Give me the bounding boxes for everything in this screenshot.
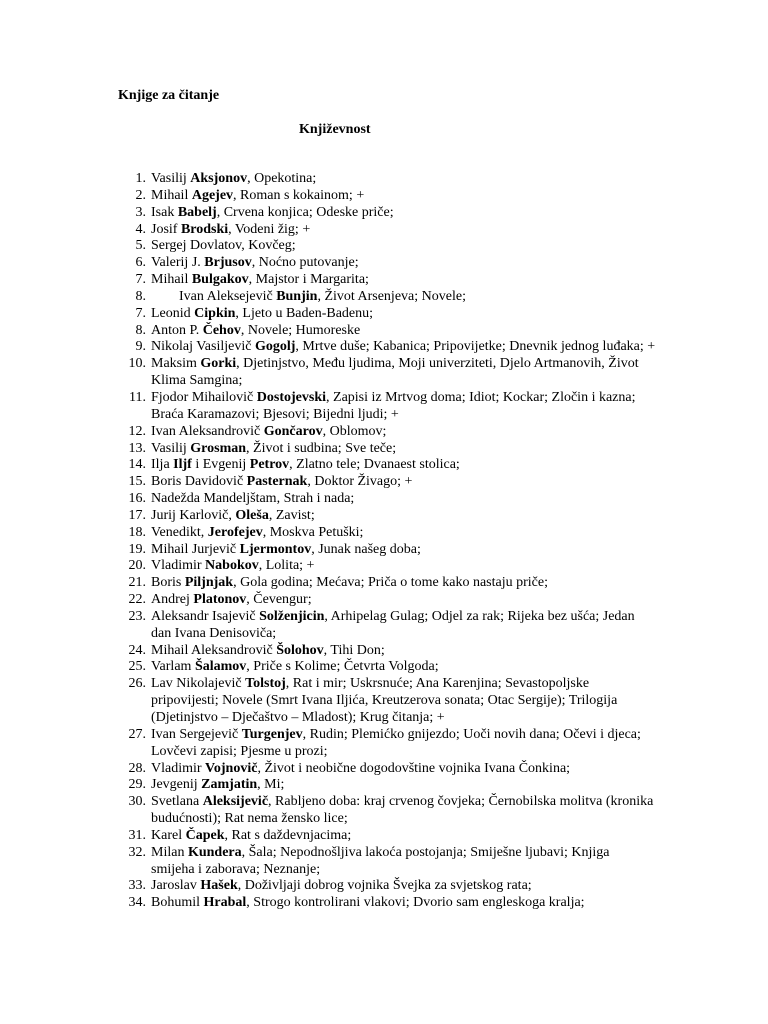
list-item (116, 727, 656, 761)
list-item (116, 339, 656, 356)
author-surname: Hrabal (203, 895, 247, 911)
author-surname: Ljermontov (239, 541, 312, 557)
list-item (116, 238, 656, 255)
author-first-name: Josif (151, 221, 181, 237)
book-titles: , Zapisi iz Mrtvog doma; Idiot; Kockar; Zločin i kazna; Braća Karamazovi; Bjesovi; Bijedni ljudi; + (151, 389, 636, 422)
list-item-text (151, 188, 656, 205)
list-item (116, 222, 656, 239)
book-titles: , Život Arsenjeva; Novele; (317, 288, 466, 304)
list-item-text (151, 390, 656, 424)
list-item (116, 592, 656, 609)
book-list (116, 171, 656, 912)
list-item (116, 845, 656, 879)
book-titles: , Doktor Živago; + (307, 474, 413, 490)
list-item-number: 11. (129, 389, 146, 405)
author-surname: Čapek (185, 827, 225, 843)
book-titles: , Crvena konjica; Odeske priče; (216, 204, 394, 220)
list-item-number: 34. (128, 895, 146, 911)
book-titles: i Evgenij (191, 457, 250, 473)
list-item-text (151, 205, 656, 222)
list-item-number: 25. (128, 659, 146, 675)
author-surname: Grosman (190, 440, 247, 456)
author-surname: Zamjatin (201, 777, 258, 793)
author-first-name: Bohumil (151, 895, 204, 911)
book-titles: , Novele; Humoreske (240, 322, 361, 338)
author-surname: Cipkin (194, 305, 236, 321)
author-surname: Piljnjak (184, 575, 234, 591)
document-title: Knjige za čitanje (118, 88, 220, 103)
author-surname: Agejev (191, 187, 234, 203)
list-item-number: 3. (135, 204, 146, 220)
list-item (116, 575, 656, 592)
book-titles: , Mrtve duše; Kabanica; Pripovijetke; Dnevnik jednog luđaka; + (295, 339, 656, 355)
list-item (116, 828, 656, 845)
book-titles: , Rat s daždevnjacima; (224, 827, 352, 843)
list-item-number: 20. (128, 558, 146, 574)
list-item-number: 9. (135, 339, 146, 355)
list-item (116, 609, 656, 643)
list-item-number: 21. (128, 575, 146, 591)
book-titles: , Šala; Nepodnošljiva lakoća postojanja; Smiješne ljubavi; Knjiga smijeha i zaborava; Neznanje; (151, 844, 610, 877)
list-item-text (151, 895, 656, 912)
book-titles: , Zavist; (268, 507, 315, 523)
author-surname: Pasternak (246, 474, 308, 490)
author-surname: Dostojevski (256, 389, 327, 405)
list-item (116, 205, 656, 222)
list-item-text (151, 457, 656, 474)
list-item-number: 4. (135, 221, 146, 237)
book-titles: , Život i sudbina; Sve teče; (246, 440, 397, 456)
list-item-text (151, 272, 656, 289)
author-first-name: Varlam (151, 659, 195, 675)
book-titles: , Noćno putovanje; (251, 255, 359, 271)
author-first-name: Mihail Aleksandrovič (151, 642, 277, 658)
book-titles: , Mi; (257, 777, 285, 793)
list-item-text (151, 356, 656, 390)
list-item-number: 33. (128, 878, 146, 894)
author-surname: Gorki (200, 356, 237, 372)
list-item-number: 12. (128, 423, 146, 439)
author-surname: Bunjin (276, 288, 318, 304)
author-first-name: Mihail (151, 187, 192, 203)
book-titles: , Gola godina; Mećava; Priča o tome kako nastaju priče; (233, 575, 548, 591)
author-surname: Čehov (202, 322, 241, 338)
list-item-number: 19. (128, 541, 146, 557)
author-first-name: Nadežda Mandeljštam, Strah i nada; (151, 491, 355, 507)
author-surname: Šalamov (194, 659, 247, 675)
list-item-text (151, 676, 656, 727)
author-first-name: Nikolaj Vasiljevič (151, 339, 255, 355)
list-item-number: 14. (128, 457, 146, 473)
author-first-name: Ivan Sergejevič (151, 726, 242, 742)
author-first-name: Mihail (151, 272, 192, 288)
list-item (116, 659, 656, 676)
author-first-name: Vasilij (151, 440, 191, 456)
list-item-text (151, 575, 656, 592)
list-item-number: 17. (128, 507, 146, 523)
list-item-text (151, 424, 656, 441)
author-first-name: Isak (151, 204, 178, 220)
book-titles: , Vodeni žig; + (228, 221, 311, 237)
author-first-name: Svetlana (151, 794, 203, 810)
author-surname: Kundera (187, 844, 242, 860)
list-item (116, 491, 656, 508)
author-first-name: Jaroslav (151, 878, 201, 894)
list-item-text (151, 255, 656, 272)
list-item (116, 255, 656, 272)
list-item-number: 6. (135, 255, 146, 271)
book-titles: , Strogo kontrolirani vlakovi; Dvorio sam engleskoga kralja; (246, 895, 585, 911)
list-item (116, 542, 656, 559)
list-item-text (151, 306, 656, 323)
list-item (116, 895, 656, 912)
list-item-number: 8. (135, 322, 146, 338)
list-item (116, 171, 656, 188)
list-item (116, 289, 656, 306)
book-titles: , Lolita; + (258, 558, 315, 574)
list-item-text (151, 845, 656, 879)
book-titles: , Rabljeno doba: kraj crvenog čovjeka; Černobilska molitva (kronika budućnosti); Rat nema žensko lice; (151, 794, 654, 827)
list-item (116, 525, 656, 542)
list-item (116, 777, 656, 794)
list-item-number: 15. (128, 474, 146, 490)
list-item-number: 27. (128, 726, 146, 742)
list-item-text (151, 592, 656, 609)
list-item-text (151, 171, 656, 188)
list-item-text (151, 525, 656, 542)
list-item-number: 13. (128, 440, 146, 456)
author-first-name: Anton P. (151, 322, 203, 338)
author-surname: Aleksijevič (202, 794, 269, 810)
book-titles: , Majstor i Margarita; (248, 272, 369, 288)
list-item-number: 32. (128, 844, 146, 860)
author-first-name: Boris Davidovič (151, 474, 247, 490)
list-item-number: 18. (128, 524, 146, 540)
list-item-number: 26. (128, 676, 146, 692)
author-surname: Tolstoj (245, 676, 286, 692)
book-titles: , Oblomov; (322, 423, 387, 439)
list-item (116, 356, 656, 390)
book-titles: , Junak našeg doba; (311, 541, 421, 557)
list-item-text (151, 323, 656, 340)
list-item-text (151, 828, 656, 845)
list-item (116, 188, 656, 205)
book-titles: , Ljeto u Baden-Badenu; (235, 305, 374, 321)
list-item-number: 8. (135, 288, 146, 304)
list-item-number: 30. (128, 794, 146, 810)
list-item-text (151, 222, 656, 239)
book-titles: , Priče s Kolime; Četvrta Volgoda; (246, 659, 439, 675)
author-surname: Hašek (200, 878, 238, 894)
book-titles: , Zlatno tele; Dvanaest stolica; (289, 457, 460, 473)
list-item-text (151, 878, 656, 895)
list-item-text (151, 491, 656, 508)
author-surname: Platonov (193, 592, 247, 608)
list-item-number: 2. (135, 187, 146, 203)
author-first-name: Ivan Aleksandrovič (151, 423, 264, 439)
book-titles: , Rat i mir; Uskrsnuće; Ana Karenjina; Sevastopoljske pripovijesti; Novele (Smrt Ivana Iljića, Kreutzerova sonata; Otac Sergije); Trilogija (Djetinjstvo – Dječaštvo – Mladost); Krug čitanja; + (151, 676, 618, 725)
list-item-number: 24. (128, 642, 146, 658)
list-item (116, 794, 656, 828)
list-item (116, 558, 656, 575)
author-first-name: Vasilij (151, 171, 191, 186)
author-surname: Vojnovič (205, 760, 258, 776)
list-item-number: 1. (135, 171, 146, 186)
author-first-name: Valerij J. (151, 255, 205, 271)
list-item-text (151, 659, 656, 676)
author-surname: Šolohov (276, 642, 324, 658)
list-item-number: 22. (128, 592, 146, 608)
list-item (116, 323, 656, 340)
author-first-name: Andrej (151, 592, 194, 608)
list-item (116, 306, 656, 323)
list-item-number: 28. (128, 760, 146, 776)
book-titles: , Moskva Petuški; (262, 524, 364, 540)
author-first-name: Sergej Dovlatov, Kovčeg; (151, 238, 296, 254)
book-titles: , Roman s kokainom; + (233, 187, 365, 203)
author-surname: Jerofejev (207, 524, 263, 540)
author-surname: Brjusov (204, 255, 252, 271)
author-first-name: Mihail Jurjevič (151, 541, 240, 557)
author-first-name: Ivan Aleksejevič (179, 288, 277, 304)
author-first-name: Jevgenij (151, 777, 202, 793)
author-surname: Iljf (173, 457, 192, 473)
list-item-text (151, 643, 656, 660)
author-first-name: Jurij Karlovič, (151, 507, 236, 523)
book-titles: , Djetinjstvo, Među ljudima, Moji univerziteti, Djelo Artmanovih, Život Klima Samgina; (151, 356, 639, 389)
book-titles: , Arhipelag Gulag; Odjel za rak; Rijeka bez ušća; Jedan dan Ivana Denisoviča; (151, 608, 635, 641)
list-item-text (151, 238, 656, 255)
author-surname: Gončarov (263, 423, 323, 439)
list-item-text (151, 761, 656, 778)
author-first-name: Karel (151, 827, 186, 843)
list-item (116, 643, 656, 660)
author-first-name: Milan (151, 844, 188, 860)
list-item-number: 10. (128, 356, 146, 372)
book-titles: , Doživljaji dobrog vojnika Švejka za svjetskog rata; (237, 878, 532, 894)
list-item (116, 272, 656, 289)
list-item-text (151, 441, 656, 458)
list-item (116, 508, 656, 525)
author-surname: Petrov (249, 457, 290, 473)
author-first-name: Boris (151, 575, 185, 591)
section-heading: Književnost (299, 122, 371, 137)
author-surname: Nabokov (205, 558, 259, 574)
list-item-number: 7. (135, 305, 146, 321)
author-first-name: Venedikt, (151, 524, 208, 540)
author-first-name: Fjodor Mihailovič (151, 389, 257, 405)
book-titles: , Opekotina; (247, 171, 317, 186)
author-surname: Gogolj (254, 339, 296, 355)
list-item-text (151, 777, 656, 794)
list-item-text (151, 542, 656, 559)
author-surname: Aksjonov (190, 171, 248, 186)
author-surname: Solženjicin (259, 608, 325, 624)
list-item (116, 390, 656, 424)
list-item-number: 16. (128, 491, 146, 507)
list-item-number: 31. (128, 827, 146, 843)
list-item-text (151, 794, 656, 828)
book-titles: , Tihi Don; (323, 642, 385, 658)
list-item-text (151, 339, 656, 356)
book-titles: , Rudin; Plemićko gnijezdo; Uoči novih dana; Očevi i djeca; Lovčevi zapisi; Pjesme u prozi; (151, 726, 641, 759)
list-item-number: 23. (128, 608, 146, 624)
list-item (116, 441, 656, 458)
list-item (116, 676, 656, 727)
author-first-name: Leonid (151, 305, 195, 321)
list-item-text (151, 508, 656, 525)
list-item (116, 424, 656, 441)
author-surname: Bulgakov (191, 272, 249, 288)
list-item (116, 878, 656, 895)
book-titles: , Čevengur; (246, 592, 312, 608)
author-first-name: Lav Nikolajevič (151, 676, 246, 692)
author-surname: Brodski (180, 221, 229, 237)
author-first-name: Aleksandr Isajevič (151, 608, 260, 624)
author-surname: Babelj (177, 204, 217, 220)
book-titles: , Život i neobične dogodovštine vojnika Ivana Čonkina; (257, 760, 571, 776)
list-item-text (151, 727, 656, 761)
author-surname: Turgenjev (241, 726, 303, 742)
list-item-text (151, 474, 656, 491)
author-surname: Oleša (235, 507, 269, 523)
author-first-name: Vladimir (151, 558, 206, 574)
author-first-name: Vladimir (151, 760, 206, 776)
list-item-number: 5. (135, 238, 146, 254)
author-first-name: Maksim (151, 356, 201, 372)
list-item (116, 474, 656, 491)
author-first-name: Ilja (151, 457, 174, 473)
list-item-text (151, 558, 656, 575)
list-item-number: 7. (135, 272, 146, 288)
list-item-text (151, 609, 656, 643)
list-item (116, 761, 656, 778)
list-item-number: 29. (128, 777, 146, 793)
list-item-text (151, 289, 656, 306)
list-item (116, 457, 656, 474)
